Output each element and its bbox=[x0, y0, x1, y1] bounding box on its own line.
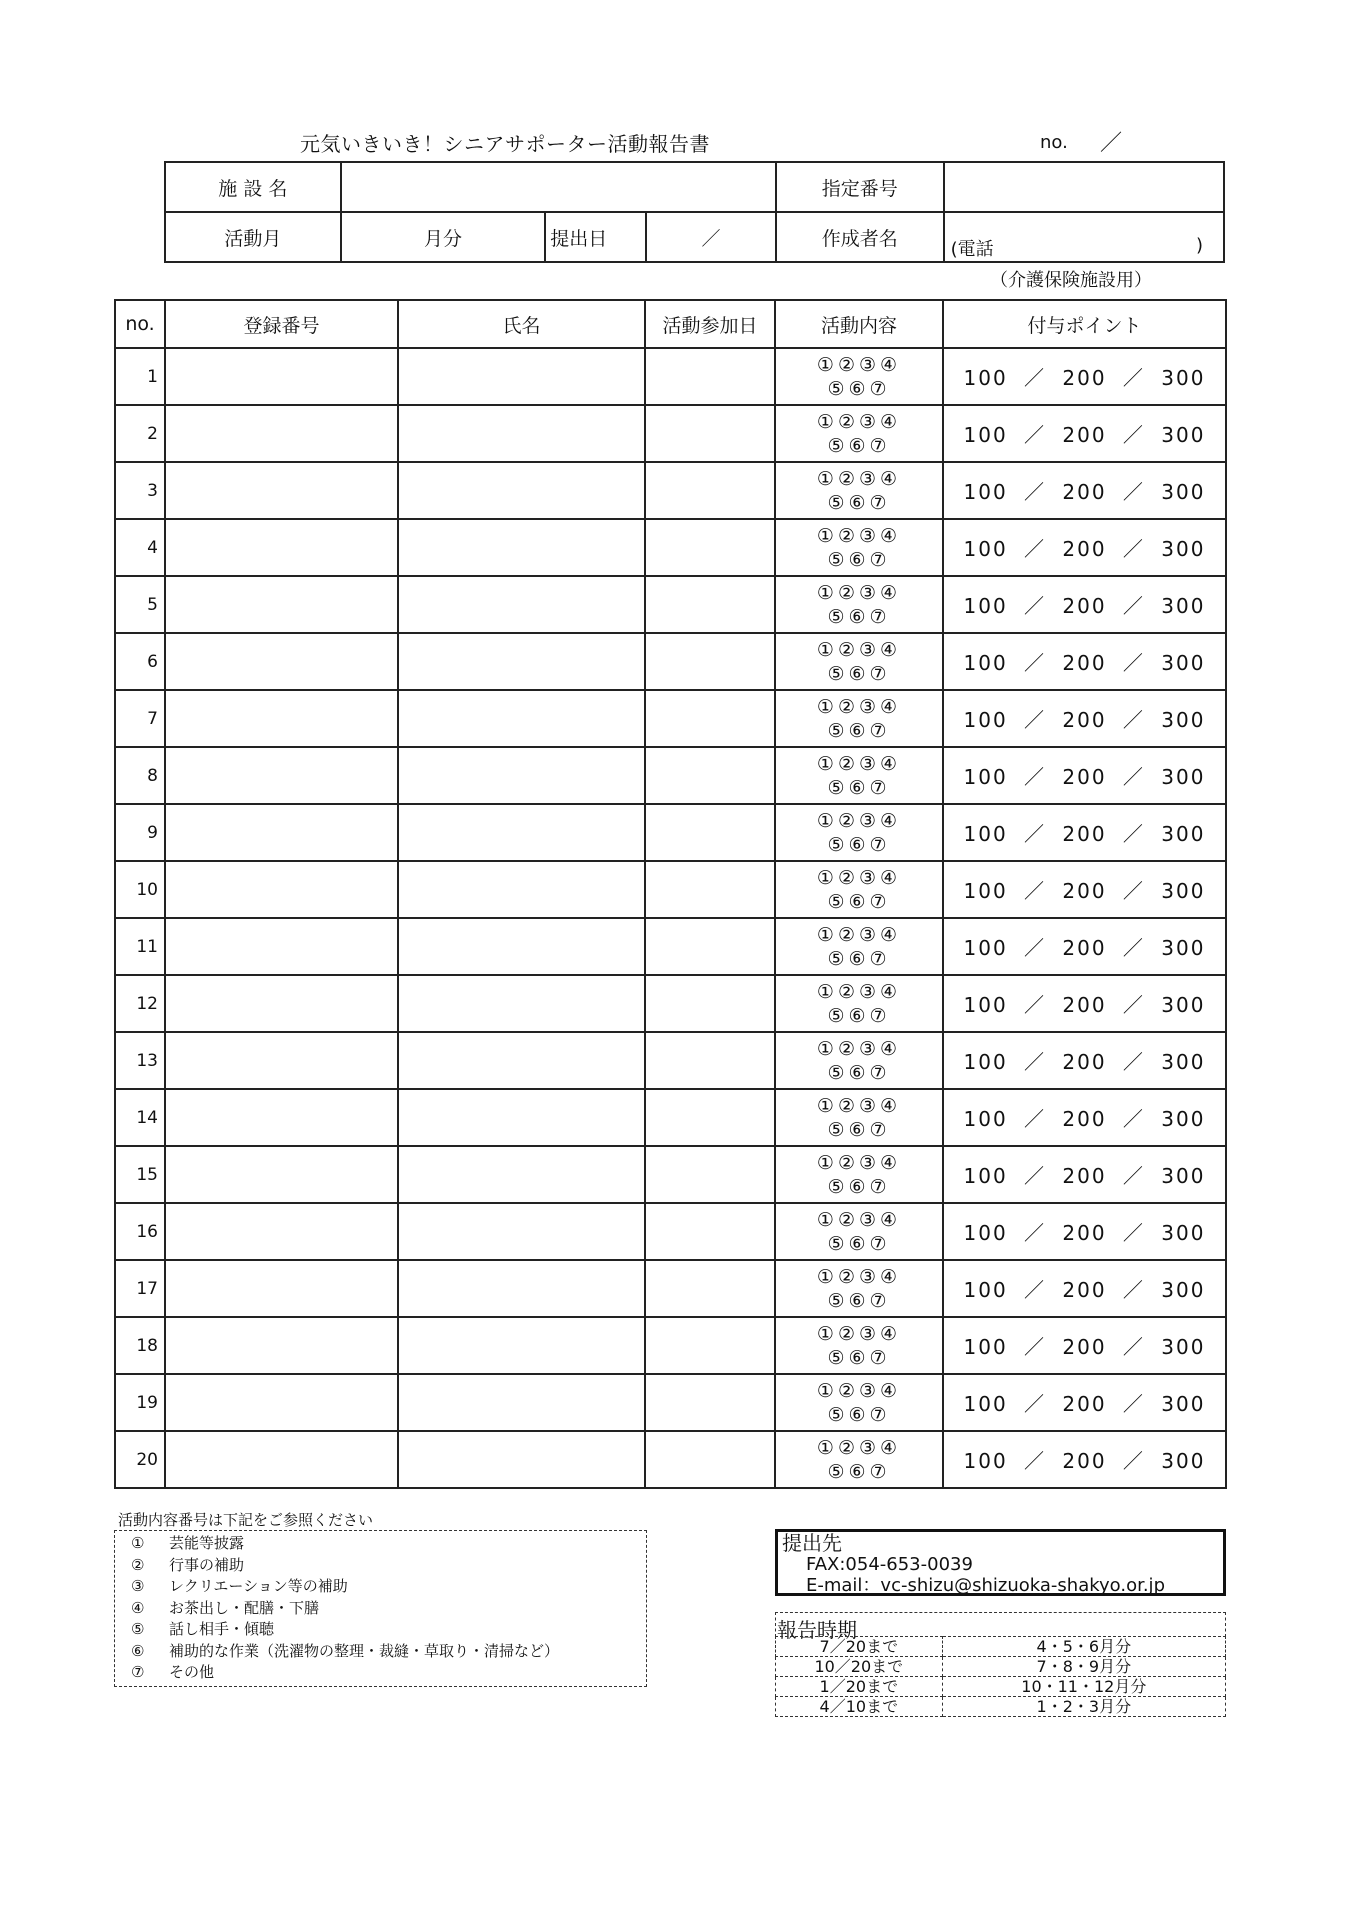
name-cell[interactable] bbox=[398, 348, 645, 405]
registration-number-cell[interactable] bbox=[165, 1032, 398, 1089]
activity-options-bottom: ⑤⑥⑦ bbox=[827, 1289, 891, 1312]
col-points-header: 付与ポイント bbox=[943, 300, 1226, 348]
points-cell[interactable]: 100 ／ 200 ／ 300 bbox=[943, 690, 1226, 747]
activity-options-bottom: ⑤⑥⑦ bbox=[827, 776, 891, 799]
row-number: 20 bbox=[115, 1431, 165, 1488]
name-cell[interactable] bbox=[398, 462, 645, 519]
activity-options-bottom: ⑤⑥⑦ bbox=[827, 833, 891, 856]
participation-date-cell[interactable] bbox=[645, 576, 775, 633]
period-title: 報告時期 bbox=[777, 1618, 857, 1642]
registration-number-cell[interactable] bbox=[165, 690, 398, 747]
legend-item bbox=[131, 1576, 646, 1598]
name-cell[interactable] bbox=[398, 918, 645, 975]
activity-options-bottom: ⑤⑥⑦ bbox=[827, 1175, 891, 1198]
participation-date-cell[interactable] bbox=[645, 861, 775, 918]
period-months: 10・11・12月分 bbox=[942, 1677, 1225, 1697]
table-row bbox=[115, 1374, 1226, 1431]
activity-options-top: ①②③④ bbox=[816, 581, 902, 604]
col-activity-content-header: 活動内容 bbox=[775, 300, 943, 348]
registration-number-cell[interactable] bbox=[165, 1260, 398, 1317]
activity-options-top: ①②③④ bbox=[816, 1322, 902, 1345]
activity-content-cell[interactable] bbox=[775, 1032, 943, 1089]
form-number-slash: ／ bbox=[1100, 131, 1123, 156]
name-cell[interactable] bbox=[398, 1032, 645, 1089]
period-months: 1・2・3月分 bbox=[942, 1697, 1225, 1717]
table-row bbox=[115, 1431, 1226, 1488]
registration-number-cell[interactable] bbox=[165, 1374, 398, 1431]
points-cell[interactable]: 100 ／ 200 ／ 300 bbox=[943, 861, 1226, 918]
legend-item-text: 行事の補助 bbox=[169, 1555, 245, 1574]
row-number: 16 bbox=[115, 1203, 165, 1260]
participation-date-cell[interactable] bbox=[645, 1317, 775, 1374]
activity-options-top: ①②③④ bbox=[816, 980, 902, 1003]
row-number: 15 bbox=[115, 1146, 165, 1203]
legend-item-number: ⑥ bbox=[131, 1641, 145, 1660]
points-cell[interactable]: 100 ／ 200 ／ 300 bbox=[943, 1431, 1226, 1488]
table-row bbox=[115, 804, 1226, 861]
legend-item bbox=[131, 1662, 646, 1684]
legend-box bbox=[114, 1530, 647, 1687]
points-cell[interactable]: 100 ／ 200 ／ 300 bbox=[943, 405, 1226, 462]
registration-number-cell[interactable] bbox=[165, 1431, 398, 1488]
facility-label: 施 設 名 bbox=[165, 162, 341, 212]
activity-options-bottom: ⑤⑥⑦ bbox=[827, 1061, 891, 1084]
name-cell[interactable] bbox=[398, 1374, 645, 1431]
table-row bbox=[115, 690, 1226, 747]
activity-content-cell[interactable] bbox=[775, 1146, 943, 1203]
table-row bbox=[115, 1089, 1226, 1146]
table-row bbox=[115, 747, 1226, 804]
activity-options-bottom: ⑤⑥⑦ bbox=[827, 605, 891, 628]
participation-date-cell[interactable] bbox=[645, 747, 775, 804]
participation-date-cell[interactable] bbox=[645, 1203, 775, 1260]
table-row bbox=[115, 633, 1226, 690]
points-cell[interactable]: 100 ／ 200 ／ 300 bbox=[943, 1260, 1226, 1317]
legend-item-number: ③ bbox=[131, 1577, 145, 1595]
table-row bbox=[115, 1032, 1226, 1089]
registration-number-cell[interactable] bbox=[165, 462, 398, 519]
participation-date-cell[interactable] bbox=[645, 1431, 775, 1488]
points-cell[interactable]: 100 ／ 200 ／ 300 bbox=[943, 1089, 1226, 1146]
registration-number-cell[interactable] bbox=[165, 1089, 398, 1146]
participation-date-cell[interactable] bbox=[645, 690, 775, 747]
activity-content-cell[interactable] bbox=[775, 918, 943, 975]
table-row bbox=[115, 1203, 1226, 1260]
participation-date-cell[interactable] bbox=[645, 1089, 775, 1146]
row-number: 19 bbox=[115, 1374, 165, 1431]
activity-options-top: ①②③④ bbox=[816, 1151, 902, 1174]
participation-date-cell[interactable] bbox=[645, 633, 775, 690]
name-cell[interactable] bbox=[398, 861, 645, 918]
period-due: 4／10まで bbox=[776, 1697, 943, 1717]
points-cell[interactable]: 100 ／ 200 ／ 300 bbox=[943, 1032, 1226, 1089]
page-title: 元気いきいき！シニアサポーター活動報告書 bbox=[300, 132, 710, 156]
legend-item-text: 芸能等披露 bbox=[169, 1534, 245, 1552]
name-cell[interactable] bbox=[398, 747, 645, 804]
activity-content-cell[interactable] bbox=[775, 975, 943, 1032]
name-cell[interactable] bbox=[398, 1203, 645, 1260]
participation-date-cell[interactable] bbox=[645, 1260, 775, 1317]
activity-content-cell[interactable] bbox=[775, 348, 943, 405]
row-number: 9 bbox=[115, 804, 165, 861]
legend-item-text: 補助的な作業（洗濯物の整理・裁縫・草取り・清掃など） bbox=[169, 1641, 560, 1660]
registration-number-cell[interactable] bbox=[165, 747, 398, 804]
period-months: 7・8・9月分 bbox=[942, 1657, 1225, 1677]
legend-item bbox=[131, 1641, 646, 1663]
legend-item-text: その他 bbox=[169, 1663, 215, 1681]
phone-open-label: (電話 bbox=[950, 239, 994, 260]
participation-date-cell[interactable] bbox=[645, 1374, 775, 1431]
row-number: 2 bbox=[115, 405, 165, 462]
participation-date-cell[interactable] bbox=[645, 348, 775, 405]
table-row bbox=[115, 861, 1226, 918]
legend-item-text: 話し相手・傾聴 bbox=[169, 1620, 275, 1638]
legend-item-number: ④ bbox=[131, 1598, 145, 1617]
legend-heading: 活動内容番号は下記をご参照ください bbox=[118, 1511, 374, 1529]
participation-date-cell[interactable] bbox=[645, 462, 775, 519]
period-table bbox=[775, 1636, 1226, 1717]
points-cell[interactable]: 100 ／ 200 ／ 300 bbox=[943, 918, 1226, 975]
col-registration-number-header: 登録番号 bbox=[165, 300, 398, 348]
activity-options-bottom: ⑤⑥⑦ bbox=[827, 662, 891, 685]
activity-options-bottom: ⑤⑥⑦ bbox=[827, 890, 891, 913]
col-no-header: no. bbox=[115, 300, 165, 348]
registration-number-cell[interactable] bbox=[165, 348, 398, 405]
row-number: 7 bbox=[115, 690, 165, 747]
phone-close-label: ) bbox=[1195, 235, 1203, 256]
activity-options-bottom: ⑤⑥⑦ bbox=[827, 377, 891, 400]
registration-number-cell[interactable] bbox=[165, 918, 398, 975]
legend-item bbox=[131, 1598, 646, 1620]
participation-date-cell[interactable] bbox=[645, 918, 775, 975]
points-cell[interactable]: 100 ／ 200 ／ 300 bbox=[943, 462, 1226, 519]
table-row bbox=[115, 1260, 1226, 1317]
name-cell[interactable] bbox=[398, 633, 645, 690]
table-row bbox=[115, 1146, 1226, 1203]
activity-content-cell[interactable] bbox=[775, 1317, 943, 1374]
care-facility-note: （介護保険施設用） bbox=[990, 270, 1152, 291]
activity-options-bottom: ⑤⑥⑦ bbox=[827, 719, 891, 742]
row-number: 12 bbox=[115, 975, 165, 1032]
activity-content-cell[interactable] bbox=[775, 1203, 943, 1260]
activity-options-top: ①②③④ bbox=[816, 1208, 902, 1231]
activity-options-top: ①②③④ bbox=[816, 752, 902, 775]
author-field[interactable] bbox=[944, 212, 1224, 262]
points-cell[interactable]: 100 ／ 200 ／ 300 bbox=[943, 1374, 1226, 1431]
activity-options-top: ①②③④ bbox=[816, 353, 902, 376]
activity-options-bottom: ⑤⑥⑦ bbox=[827, 1232, 891, 1255]
activity-options-bottom: ⑤⑥⑦ bbox=[827, 1460, 891, 1483]
activity-options-top: ①②③④ bbox=[816, 410, 902, 433]
submit-date-label: 提出日 bbox=[545, 212, 646, 262]
form-number-label: no. bbox=[1040, 132, 1068, 153]
period-months: 4・5・6月分 bbox=[942, 1637, 1225, 1657]
row-number: 8 bbox=[115, 747, 165, 804]
points-cell[interactable]: 100 ／ 200 ／ 300 bbox=[943, 804, 1226, 861]
activity-table bbox=[114, 299, 1227, 1489]
participation-date-cell[interactable] bbox=[645, 1032, 775, 1089]
legend-item-number: ⑤ bbox=[131, 1620, 145, 1638]
activity-options-top: ①②③④ bbox=[816, 1037, 902, 1060]
points-cell[interactable]: 100 ／ 200 ／ 300 bbox=[943, 633, 1226, 690]
participation-date-cell[interactable] bbox=[645, 975, 775, 1032]
registration-number-cell[interactable] bbox=[165, 633, 398, 690]
legend-item-text: お茶出し・配膳・下膳 bbox=[169, 1598, 320, 1617]
table-row bbox=[115, 462, 1226, 519]
activity-options-bottom: ⑤⑥⑦ bbox=[827, 1403, 891, 1426]
period-row bbox=[776, 1677, 1226, 1697]
points-cell[interactable]: 100 ／ 200 ／ 300 bbox=[943, 519, 1226, 576]
name-cell[interactable] bbox=[398, 576, 645, 633]
row-number: 13 bbox=[115, 1032, 165, 1089]
activity-options-bottom: ⑤⑥⑦ bbox=[827, 548, 891, 571]
header-table bbox=[164, 161, 1225, 263]
row-number: 18 bbox=[115, 1317, 165, 1374]
activity-options-top: ①②③④ bbox=[816, 1379, 902, 1402]
name-cell[interactable] bbox=[398, 1317, 645, 1374]
activity-content-cell[interactable] bbox=[775, 747, 943, 804]
points-cell[interactable]: 100 ／ 200 ／ 300 bbox=[943, 747, 1226, 804]
activity-options-top: ①②③④ bbox=[816, 866, 902, 889]
name-cell[interactable] bbox=[398, 690, 645, 747]
registration-number-cell[interactable] bbox=[165, 1203, 398, 1260]
legend-item bbox=[131, 1555, 646, 1577]
name-cell[interactable] bbox=[398, 405, 645, 462]
registration-number-cell[interactable] bbox=[165, 405, 398, 462]
legend-item-number: ① bbox=[131, 1534, 145, 1552]
row-number: 5 bbox=[115, 576, 165, 633]
name-cell[interactable] bbox=[398, 975, 645, 1032]
activity-content-cell[interactable] bbox=[775, 633, 943, 690]
legend-item-number: ② bbox=[131, 1555, 145, 1574]
activity-options-bottom: ⑤⑥⑦ bbox=[827, 947, 891, 970]
activity-options-top: ①②③④ bbox=[816, 695, 902, 718]
submit-date-field[interactable]: ／ bbox=[646, 212, 776, 262]
registration-number-cell[interactable] bbox=[165, 1317, 398, 1374]
table-row bbox=[115, 348, 1226, 405]
name-cell[interactable] bbox=[398, 519, 645, 576]
participation-date-cell[interactable] bbox=[645, 405, 775, 462]
registration-number-cell[interactable] bbox=[165, 975, 398, 1032]
row-number: 4 bbox=[115, 519, 165, 576]
row-number: 6 bbox=[115, 633, 165, 690]
registration-number-cell[interactable] bbox=[165, 1146, 398, 1203]
row-number: 3 bbox=[115, 462, 165, 519]
name-cell[interactable] bbox=[398, 1146, 645, 1203]
activity-options-top: ①②③④ bbox=[816, 467, 902, 490]
col-name-header: 氏名 bbox=[398, 300, 645, 348]
activity-content-cell[interactable] bbox=[775, 519, 943, 576]
author-label: 作成者名 bbox=[776, 212, 944, 262]
table-row bbox=[115, 975, 1226, 1032]
col-participation-date-header: 活動参加日 bbox=[645, 300, 775, 348]
registration-number-cell[interactable] bbox=[165, 804, 398, 861]
row-number: 17 bbox=[115, 1260, 165, 1317]
legend-item-number: ⑦ bbox=[131, 1663, 145, 1681]
legend-item-text: レクリエーション等の補助 bbox=[169, 1577, 348, 1595]
facility-name-field[interactable] bbox=[341, 162, 776, 212]
points-cell[interactable]: 100 ／ 200 ／ 300 bbox=[943, 1146, 1226, 1203]
activity-content-cell[interactable] bbox=[775, 576, 943, 633]
legend-item bbox=[131, 1533, 646, 1555]
period-row bbox=[776, 1637, 1226, 1657]
table-row bbox=[115, 1317, 1226, 1374]
legend-item bbox=[131, 1619, 646, 1641]
table-row bbox=[115, 576, 1226, 633]
designation-number-field[interactable] bbox=[944, 162, 1224, 212]
activity-options-bottom: ⑤⑥⑦ bbox=[827, 1118, 891, 1141]
points-cell[interactable]: 100 ／ 200 ／ 300 bbox=[943, 348, 1226, 405]
activity-content-cell[interactable] bbox=[775, 405, 943, 462]
submit-box bbox=[775, 1529, 1226, 1596]
activity-options-top: ①②③④ bbox=[816, 923, 902, 946]
activity-month-field[interactable]: 月分 bbox=[341, 212, 546, 262]
activity-content-cell[interactable] bbox=[775, 1260, 943, 1317]
activity-options-bottom: ⑤⑥⑦ bbox=[827, 434, 891, 457]
submit-email[interactable]: E-mail：vc-shizu@shizuoka-shakyo.or.jp bbox=[806, 1575, 1165, 1596]
participation-date-cell[interactable] bbox=[645, 804, 775, 861]
registration-number-cell[interactable] bbox=[165, 576, 398, 633]
participation-date-cell[interactable] bbox=[645, 1146, 775, 1203]
row-number: 11 bbox=[115, 918, 165, 975]
period-row bbox=[776, 1697, 1226, 1717]
activity-options-bottom: ⑤⑥⑦ bbox=[827, 491, 891, 514]
activity-month-label: 活動月 bbox=[165, 212, 341, 262]
activity-content-cell[interactable] bbox=[775, 1089, 943, 1146]
points-cell[interactable]: 100 ／ 200 ／ 300 bbox=[943, 1317, 1226, 1374]
points-cell[interactable]: 100 ／ 200 ／ 300 bbox=[943, 576, 1226, 633]
period-due: 1／20まで bbox=[776, 1677, 943, 1697]
name-cell[interactable] bbox=[398, 1089, 645, 1146]
activity-options-top: ①②③④ bbox=[816, 809, 902, 832]
row-number: 14 bbox=[115, 1089, 165, 1146]
period-row bbox=[776, 1657, 1226, 1677]
activity-options-bottom: ⑤⑥⑦ bbox=[827, 1004, 891, 1027]
activity-content-cell[interactable] bbox=[775, 861, 943, 918]
row-number: 1 bbox=[115, 348, 165, 405]
name-cell[interactable] bbox=[398, 1260, 645, 1317]
table-header-row bbox=[115, 300, 1226, 348]
activity-content-cell[interactable] bbox=[775, 1431, 943, 1488]
designation-number-label: 指定番号 bbox=[776, 162, 944, 212]
activity-content-cell[interactable] bbox=[775, 462, 943, 519]
activity-options-top: ①②③④ bbox=[816, 524, 902, 547]
submit-title: 提出先 bbox=[782, 1531, 842, 1555]
name-cell[interactable] bbox=[398, 804, 645, 861]
period-due: 10／20まで bbox=[776, 1657, 943, 1677]
points-cell[interactable]: 100 ／ 200 ／ 300 bbox=[943, 975, 1226, 1032]
table-row bbox=[115, 918, 1226, 975]
activity-options-top: ①②③④ bbox=[816, 1094, 902, 1117]
activity-options-top: ①②③④ bbox=[816, 638, 902, 661]
row-number: 10 bbox=[115, 861, 165, 918]
activity-content-cell[interactable] bbox=[775, 1374, 943, 1431]
participation-date-cell[interactable] bbox=[645, 519, 775, 576]
period-due: 7／20まで bbox=[776, 1637, 943, 1657]
activity-options-bottom: ⑤⑥⑦ bbox=[827, 1346, 891, 1369]
registration-number-cell[interactable] bbox=[165, 519, 398, 576]
points-cell[interactable]: 100 ／ 200 ／ 300 bbox=[943, 1203, 1226, 1260]
activity-content-cell[interactable] bbox=[775, 690, 943, 747]
table-row bbox=[115, 519, 1226, 576]
registration-number-cell[interactable] bbox=[165, 861, 398, 918]
submit-fax: FAX:054-653-0039 bbox=[806, 1554, 973, 1575]
activity-content-cell[interactable] bbox=[775, 804, 943, 861]
activity-options-top: ①②③④ bbox=[816, 1265, 902, 1288]
name-cell[interactable] bbox=[398, 1431, 645, 1488]
table-row bbox=[115, 405, 1226, 462]
activity-options-top: ①②③④ bbox=[816, 1436, 902, 1459]
